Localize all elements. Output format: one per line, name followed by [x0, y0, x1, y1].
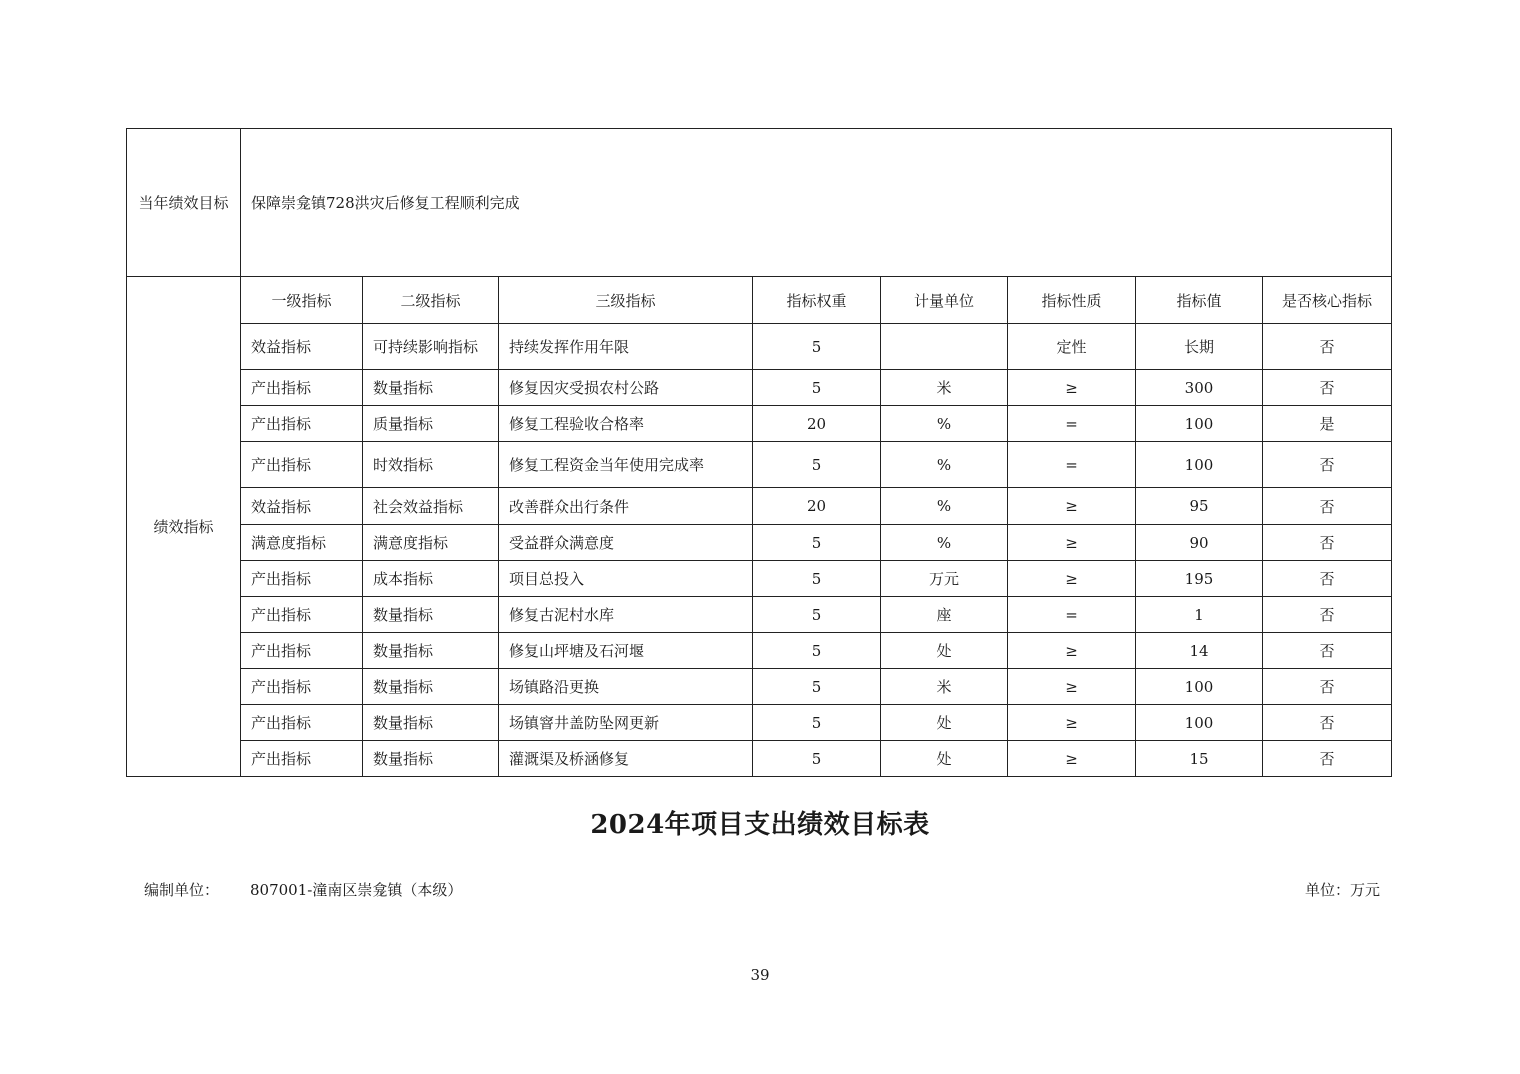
- cell-level2: 质量指标: [363, 406, 499, 442]
- cell-core: 否: [1263, 597, 1392, 633]
- cell-level2: 社会效益指标: [363, 488, 499, 525]
- cell-level3: 场镇窨井盖防坠网更新: [499, 705, 753, 741]
- header-level3: 三级指标: [499, 277, 753, 324]
- cell-weight: 20: [753, 488, 881, 525]
- cell-core: 是: [1263, 406, 1392, 442]
- cell-weight: 5: [753, 370, 881, 406]
- cell-unit: %: [881, 525, 1008, 561]
- cell-core: 否: [1263, 633, 1392, 669]
- table-row: [127, 488, 1392, 525]
- cell-nature: =: [1008, 597, 1136, 633]
- cell-level1: 产出指标: [241, 597, 363, 633]
- header-weight: 指标权重: [753, 277, 881, 324]
- indicators-label: 绩效指标: [127, 277, 241, 777]
- cell-level2: 数量指标: [363, 597, 499, 633]
- cell-unit: 米: [881, 370, 1008, 406]
- goal-text: 保障崇龛镇728洪灾后修复工程顺利完成: [241, 129, 1392, 277]
- cell-level2: 数量指标: [363, 741, 499, 777]
- cell-core: 否: [1263, 324, 1392, 370]
- cell-weight: 5: [753, 324, 881, 370]
- header-unit: 计量单位: [881, 277, 1008, 324]
- cell-nature: ≥: [1008, 488, 1136, 525]
- cell-level2: 数量指标: [363, 370, 499, 406]
- cell-level2: 数量指标: [363, 705, 499, 741]
- cell-level1: 产出指标: [241, 406, 363, 442]
- cell-unit: %: [881, 488, 1008, 525]
- cell-weight: 5: [753, 633, 881, 669]
- table-row: [127, 442, 1392, 488]
- cell-unit: 座: [881, 597, 1008, 633]
- cell-weight: 5: [753, 741, 881, 777]
- org-label: 编制单位：: [144, 881, 220, 899]
- table-row: [127, 561, 1392, 597]
- table-row: [127, 669, 1392, 705]
- cell-level2: 数量指标: [363, 669, 499, 705]
- cell-nature: ≥: [1008, 705, 1136, 741]
- cell-level3: 修复古泥村水库: [499, 597, 753, 633]
- cell-level2: 满意度指标: [363, 525, 499, 561]
- cell-unit: 处: [881, 741, 1008, 777]
- cell-weight: 5: [753, 442, 881, 488]
- cell-value: 195: [1136, 561, 1263, 597]
- cell-value: 长期: [1136, 324, 1263, 370]
- cell-weight: 5: [753, 705, 881, 741]
- cell-core: 否: [1263, 741, 1392, 777]
- table-row: [127, 324, 1392, 370]
- cell-core: 否: [1263, 525, 1392, 561]
- goal-label: 当年绩效目标: [127, 129, 241, 277]
- cell-level3: 场镇路沿更换: [499, 669, 753, 705]
- cell-level2: 可持续影响指标: [363, 324, 499, 370]
- table-row: [127, 525, 1392, 561]
- header-value: 指标值: [1136, 277, 1263, 324]
- cell-core: 否: [1263, 370, 1392, 406]
- performance-table: [126, 128, 1392, 777]
- table-row: [127, 370, 1392, 406]
- cell-unit: [881, 324, 1008, 370]
- cell-value: 100: [1136, 669, 1263, 705]
- cell-level2: 成本指标: [363, 561, 499, 597]
- cell-unit: 万元: [881, 561, 1008, 597]
- cell-core: 否: [1263, 442, 1392, 488]
- cell-level1: 产出指标: [241, 370, 363, 406]
- cell-core: 否: [1263, 705, 1392, 741]
- cell-weight: 5: [753, 597, 881, 633]
- cell-level1: 效益指标: [241, 324, 363, 370]
- cell-unit: 米: [881, 669, 1008, 705]
- cell-value: 95: [1136, 488, 1263, 525]
- cell-level1: 产出指标: [241, 669, 363, 705]
- cell-level3: 修复工程验收合格率: [499, 406, 753, 442]
- cell-nature: 定性: [1008, 324, 1136, 370]
- cell-nature: ≥: [1008, 525, 1136, 561]
- cell-value: 100: [1136, 406, 1263, 442]
- table-row: [127, 633, 1392, 669]
- cell-level3: 修复因灾受损农村公路: [499, 370, 753, 406]
- cell-unit: 处: [881, 705, 1008, 741]
- cell-value: 100: [1136, 705, 1263, 741]
- table-row: [127, 406, 1392, 442]
- cell-level3: 修复山坪塘及石河堰: [499, 633, 753, 669]
- cell-core: 否: [1263, 561, 1392, 597]
- org-value: 807001-潼南区崇龛镇（本级）: [250, 881, 463, 899]
- cell-value: 100: [1136, 442, 1263, 488]
- cell-nature: ≥: [1008, 633, 1136, 669]
- cell-weight: 5: [753, 525, 881, 561]
- cell-value: 300: [1136, 370, 1263, 406]
- cell-level2: 时效指标: [363, 442, 499, 488]
- header-nature: 指标性质: [1008, 277, 1136, 324]
- cell-level1: 产出指标: [241, 633, 363, 669]
- cell-level1: 产出指标: [241, 442, 363, 488]
- cell-level1: 产出指标: [241, 561, 363, 597]
- cell-nature: =: [1008, 406, 1136, 442]
- cell-level3: 灌溉渠及桥涵修复: [499, 741, 753, 777]
- header-level2: 二级指标: [363, 277, 499, 324]
- cell-value: 14: [1136, 633, 1263, 669]
- table-row: [127, 705, 1392, 741]
- cell-value: 15: [1136, 741, 1263, 777]
- cell-nature: ≥: [1008, 741, 1136, 777]
- cell-level1: 满意度指标: [241, 525, 363, 561]
- cell-nature: ≥: [1008, 669, 1136, 705]
- section-title: 2024年项目支出绩效目标表: [590, 810, 930, 840]
- cell-weight: 5: [753, 669, 881, 705]
- cell-unit: 处: [881, 633, 1008, 669]
- cell-level3: 受益群众满意度: [499, 525, 753, 561]
- cell-unit: %: [881, 442, 1008, 488]
- header-level1: 一级指标: [241, 277, 363, 324]
- cell-core: 否: [1263, 488, 1392, 525]
- cell-core: 否: [1263, 669, 1392, 705]
- cell-value: 90: [1136, 525, 1263, 561]
- cell-level3: 项目总投入: [499, 561, 753, 597]
- cell-nature: =: [1008, 442, 1136, 488]
- unit-label: 单位：万元: [1304, 881, 1380, 899]
- cell-unit: %: [881, 406, 1008, 442]
- cell-weight: 20: [753, 406, 881, 442]
- cell-level2: 数量指标: [363, 633, 499, 669]
- table-row: [127, 741, 1392, 777]
- table-row: [127, 597, 1392, 633]
- header-row: [127, 277, 1392, 324]
- cell-level1: 产出指标: [241, 741, 363, 777]
- cell-level1: 产出指标: [241, 705, 363, 741]
- cell-level3: 修复工程资金当年使用完成率: [499, 442, 753, 488]
- cell-level1: 效益指标: [241, 488, 363, 525]
- cell-level3: 持续发挥作用年限: [499, 324, 753, 370]
- cell-value: 1: [1136, 597, 1263, 633]
- cell-nature: ≥: [1008, 561, 1136, 597]
- cell-level3: 改善群众出行条件: [499, 488, 753, 525]
- cell-weight: 5: [753, 561, 881, 597]
- cell-nature: ≥: [1008, 370, 1136, 406]
- page-number: 39: [750, 966, 770, 984]
- header-core: 是否核心指标: [1263, 277, 1392, 324]
- goal-row: [127, 129, 1392, 277]
